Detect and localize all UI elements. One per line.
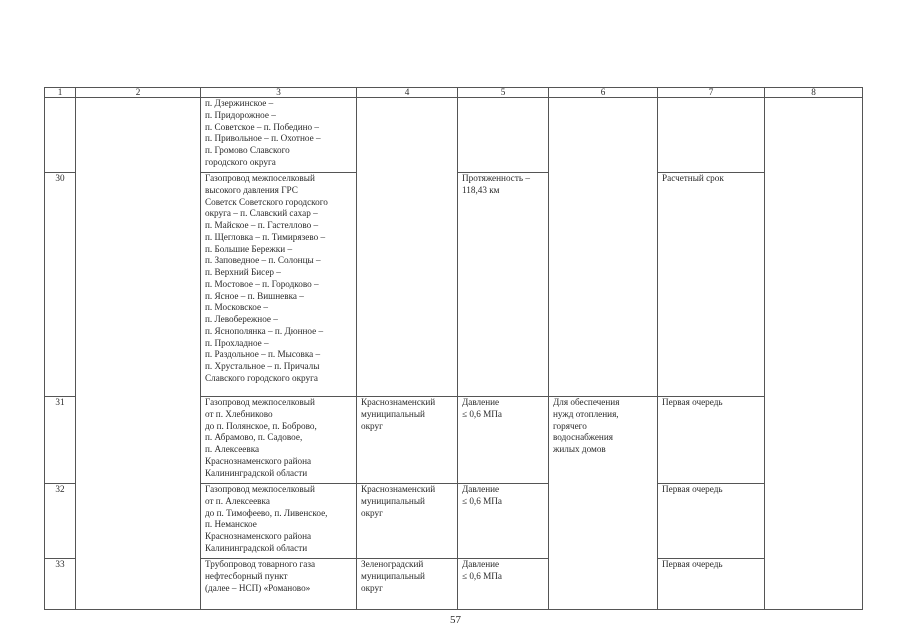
- params-text: Давление ≤ 0,6 МПа: [462, 559, 503, 581]
- column-header-4: 4: [357, 88, 458, 98]
- column-header-7: 7: [658, 88, 765, 98]
- stage-cell: [658, 98, 765, 173]
- column-header-5: 5: [458, 88, 549, 98]
- object-name-cell: [201, 484, 357, 559]
- header-row: [45, 88, 863, 98]
- purpose-merged-cell-upper: [549, 98, 658, 397]
- row-number-cell: [45, 98, 76, 173]
- column-header-1: 1: [45, 88, 76, 98]
- row-number-cell: 32: [45, 484, 76, 559]
- stage-text: Расчетный срок: [662, 173, 724, 183]
- params-text: Давление ≤ 0,6 МПа: [462, 397, 503, 419]
- location-cell: [357, 559, 458, 610]
- params-cell: [458, 397, 549, 484]
- column-header-3: 3: [201, 88, 357, 98]
- purpose-text: Для обеспечения нужд отопления, горячего водоснабжения жилых домов: [553, 397, 620, 454]
- object-name-cell: [201, 397, 357, 484]
- stage-text: Первая очередь: [662, 484, 723, 494]
- object-name-cell: [201, 98, 357, 173]
- column-header-2: 2: [76, 88, 201, 98]
- row-number-cell: 31: [45, 397, 76, 484]
- location-text: Краснознаменский муниципальный округ: [361, 397, 436, 431]
- page-number: 57: [450, 614, 461, 626]
- stage-text: Первая очередь: [662, 397, 723, 407]
- document-table: [44, 87, 863, 610]
- row-number-cell: 33: [45, 559, 76, 610]
- stage-cell: [658, 397, 765, 484]
- row-number-cell: 30: [45, 173, 76, 397]
- column-8-merged-cell: [765, 98, 863, 610]
- location-text: Зеленоградский муниципальный округ: [361, 559, 425, 593]
- object-name-cell: [201, 559, 357, 610]
- object-name-text: Газопровод межпоселковый от п. Хлебниково до п. Полянское, п. Боброво, п. Абрамово, п. Садовое, п. Алексеевка Краснознаменского района Калининградской области: [205, 397, 317, 478]
- params-text: Протяженность – 118,43 км: [462, 173, 530, 195]
- object-name-cell: [201, 173, 357, 397]
- location-text: Краснознаменский муниципальный округ: [361, 484, 436, 518]
- column-2-merged-cell: [76, 98, 201, 610]
- object-name-text: Газопровод межпоселковый высокого давления ГРС Советск Советского городского округа – п. Славский сахар – п. Майское – п. Гастеллово – п. Щегловка – п. Тимирязево – п. Большие Бережки – п. Заповедное – п. Солонцы – п. Верхний Бисер – п. Мостовое – п. Городково – п. Ясное – п. Вишневка – п. Московское – п. Левобережное – п. Яснополянка – п. Дюнное – п. Прохладное – п. Раздольное – п. Мысовка – п. Хрустальное – п. Причалы Славского городского округа: [205, 173, 328, 383]
- stage-cell: [658, 484, 765, 559]
- stage-text: Первая очередь: [662, 559, 723, 569]
- location-merged-cell: [357, 98, 458, 397]
- stage-cell: [658, 173, 765, 397]
- params-cell: [458, 98, 549, 173]
- object-name-text: Трубопровод товарного газа нефтесборный пункт (далее – НСП) «Романово»: [205, 559, 316, 593]
- params-cell: [458, 484, 549, 559]
- params-cell: [458, 559, 549, 610]
- column-header-6: 6: [549, 88, 658, 98]
- location-cell: [357, 397, 458, 484]
- purpose-merged-cell: [549, 397, 658, 610]
- stage-cell: [658, 559, 765, 610]
- object-name-text: п. Дзержинское – п. Придорожное – п. Советское – п. Победино – п. Привольное – п. Охотное – п. Громово Славского городского округа: [205, 98, 321, 167]
- table-row-continuation: [45, 98, 863, 173]
- params-text: Давление ≤ 0,6 МПа: [462, 484, 503, 506]
- params-cell: [458, 173, 549, 397]
- column-header-8: 8: [765, 88, 863, 98]
- location-cell: [357, 484, 458, 559]
- object-name-text: Газопровод межпоселковый от п. Алексеевка до п. Тимофеево, п. Ливенское, п. Неманское Краснознаменского района Калининградской области: [205, 484, 328, 553]
